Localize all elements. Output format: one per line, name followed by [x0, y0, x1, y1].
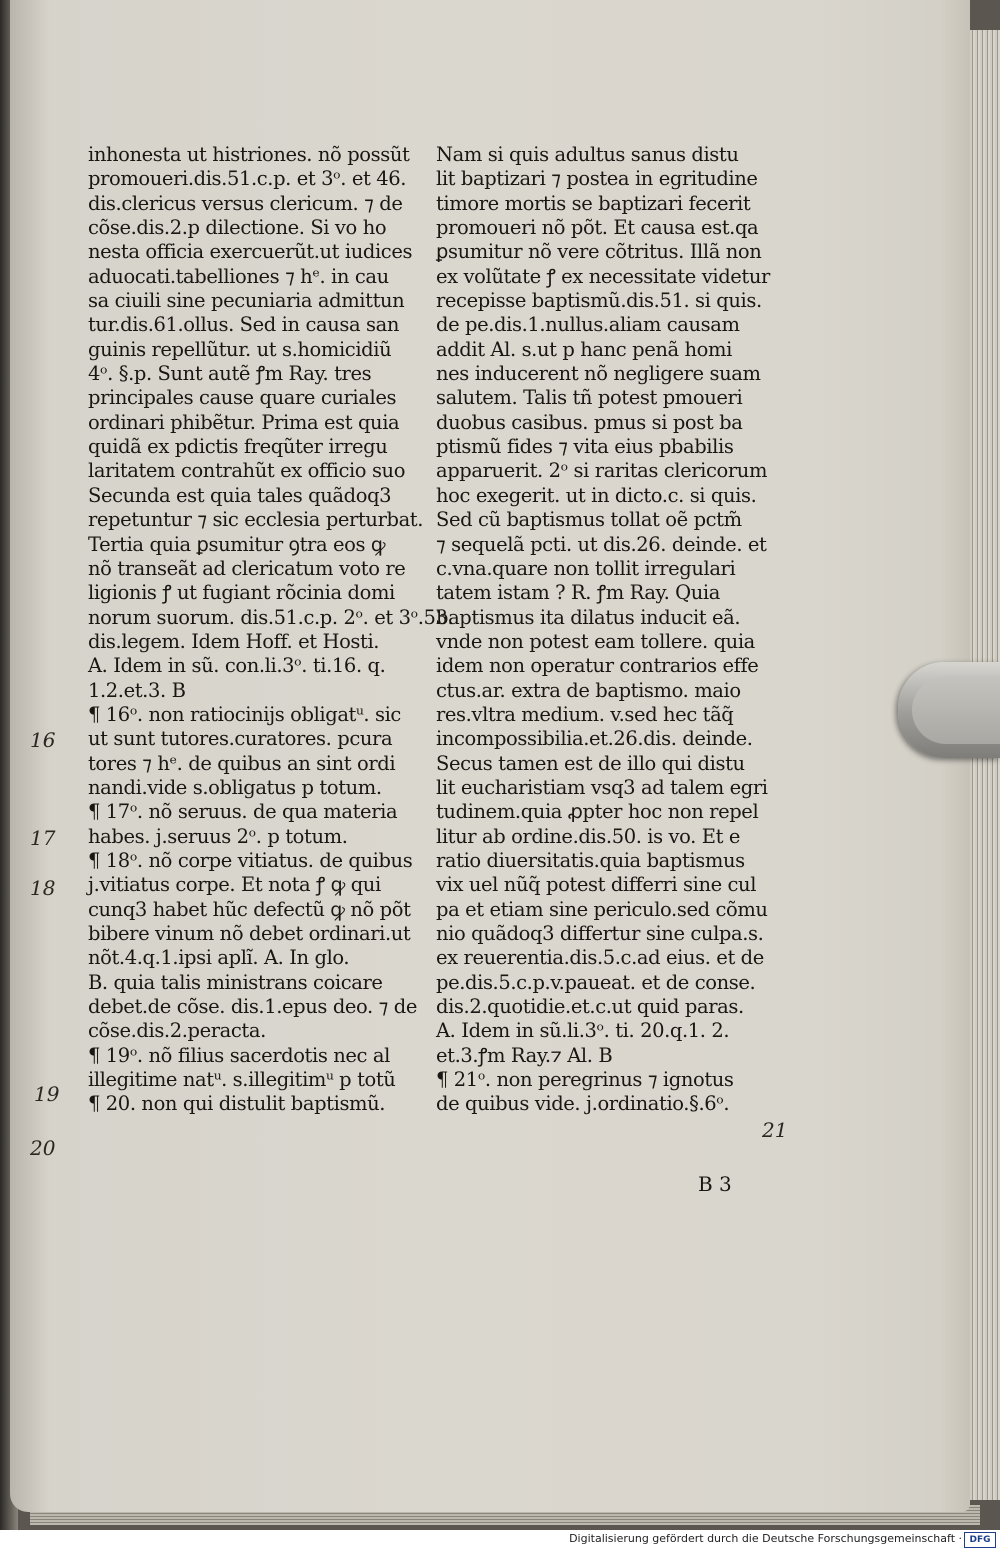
text-line: guinis repellũtur. ut s.homicidiũ	[88, 337, 392, 361]
text-line: ¶ 16ᵒ. non ratiocinijs obligatᵘ. sic	[88, 702, 401, 726]
text-line: dis.clericus versus clericum. ⁊ de	[88, 191, 403, 215]
text-line: quidã ex pdictis freqũter irregu	[88, 435, 388, 459]
text-line: tatem istam ? R. ꝭm Ray. Quia	[436, 581, 720, 605]
text-line: 1.2.et.3. B	[88, 678, 186, 702]
text-line: ordinari phibẽtur. Prima est quia	[88, 410, 400, 434]
text-line: litur ab ordine.dis.50. is vo. Et e	[436, 824, 740, 848]
margin-note-20: 20	[30, 1136, 56, 1160]
footer-bar	[0, 1530, 1000, 1548]
signature-mark: B 3	[698, 1172, 732, 1196]
text-line: cõse.dis.2.peracta.	[88, 1019, 266, 1043]
text-line: tores ⁊ hᵉ. de quibus an sint ordi	[88, 751, 396, 775]
text-line: repetuntur ⁊ sic ecclesia perturbat.	[88, 508, 424, 532]
text-line: principales cause quare curiales	[88, 386, 397, 410]
text-line: ut sunt tutores.curatores. pcura	[88, 727, 393, 751]
funding-notice: Digitalisierung gefördert durch die Deutsche Forschungsgemeinschaft ·	[569, 1532, 962, 1545]
metal-page-clamp	[898, 662, 1000, 758]
text-line: de quibus vide. j.ordinatio.§.6ᵒ.	[436, 1092, 730, 1116]
text-line: lit baptizari ⁊ postea in egritudine	[436, 167, 758, 191]
text-line: ⁊ sequelã pcti. ut dis.26. deinde. et	[436, 532, 767, 556]
text-line: ligionis ꝭ ut fugiant rõcinia domi	[88, 581, 395, 605]
margin-note-17: 17	[30, 826, 56, 850]
text-line: recepisse baptismũ.dis.51. si quis.	[436, 289, 762, 313]
text-line: Secunda est quia tales quãdoq3	[88, 483, 392, 507]
text-line: 4ᵒ. §.p. Sunt autẽ ꝭm Ray. tres	[88, 362, 372, 386]
dfg-logo: DFG	[964, 1532, 996, 1548]
text-line: ptismũ fides ⁊ vita eius pbabilis	[436, 435, 734, 459]
text-line: nesta officia exercuerũt.ut iudices	[88, 240, 413, 264]
text-line: j.vitiatus corpe. Et nota ꝭ ꝙ qui	[88, 873, 381, 897]
text-line: baptismus ita dilatus inducit eã.	[436, 605, 741, 629]
text-line: bibere vinum nõ debet ordinari.ut	[88, 922, 411, 945]
text-line: promoueri nõ põt. Et causa est.qa	[436, 216, 759, 240]
text-line: A. Idem in sũ. con.li.3ᵒ. ti.16. q.	[88, 654, 386, 678]
text-line: dis.2.quotidie.et.c.ut quid paras.	[436, 995, 744, 1019]
text-line: tudinem.quia ꝓpter hoc non repel	[436, 800, 759, 824]
text-line: cunq3 habet hũc defectũ ꝙ nõ põt	[88, 897, 411, 921]
text-line: et.3.ꝭm Ray.⁊ Al. B	[436, 1043, 613, 1067]
text-line: incompossibilia.et.26.dis. deinde.	[436, 727, 753, 751]
margin-note-16: 16	[30, 728, 56, 752]
text-line: duobus casibus. pmus si post ba	[436, 410, 743, 434]
text-line: illegitime natᵘ. s.illegitimᵘ p totũ	[88, 1068, 396, 1092]
text-line: laritatem contrahũt ex officio suo	[88, 459, 406, 483]
text-line: pe.dis.5.c.p.v.paueat. et de conse.	[436, 970, 756, 994]
text-line: sa ciuili sine pecuniaria admittun	[88, 289, 405, 313]
text-line: Tertia quia ꝑsumitur ꝯtra eos ꝙ	[88, 532, 386, 556]
text-line: ratio diuersitatis.quia baptismus	[436, 848, 745, 872]
text-line: c.vna.quare non tollit irregulari	[436, 556, 736, 580]
book-page	[10, 0, 970, 1512]
margin-note-19: 19	[34, 1082, 60, 1106]
text-line: apparuerit. 2ᵒ si raritas clericorum	[436, 459, 768, 483]
text-line: de pe.dis.1.nullus.aliam causam	[436, 313, 740, 337]
left-text-column	[88, 143, 454, 1117]
right-text-column	[436, 143, 768, 1117]
text-line: nio quãdoq3 differtur sine culpa.s.	[436, 922, 764, 945]
text-line: nõt.4.q.1.ipsi aplĩ. A. In glo.	[88, 946, 350, 970]
text-line: Secus tamen est de illo qui distu	[436, 751, 745, 775]
text-line: Nam si quis adultus sanus distu	[436, 143, 739, 166]
text-line: timore mortis se baptizari fecerit	[436, 191, 751, 215]
text-line: tur.dis.61.ollus. Sed in causa san	[88, 313, 399, 337]
margin-note-18: 18	[30, 876, 56, 900]
text-line: ex volũtate ꝭ ex necessitate videtur	[436, 264, 770, 288]
text-line: addit Al. s.ut p hanc penã homi	[436, 337, 732, 361]
text-line: nõ transeãt ad clericatum voto re	[88, 556, 406, 580]
text-line: nandi.vide s.obligatus p totum.	[88, 775, 382, 799]
text-line: pa et etiam sine periculo.sed cõmu	[436, 897, 768, 921]
text-line: ¶ 18ᵒ. nõ corpe vitiatus. de quibus	[88, 848, 413, 872]
text-line: habes. j.seruus 2ᵒ. p totum.	[88, 824, 348, 848]
text-line: vix uel nũq̃ potest differri sine cul	[436, 873, 757, 897]
text-line: ex reuerentia.dis.5.c.ad eius. et de	[436, 946, 764, 970]
text-line: lit eucharistiam vsq3 ad talem egri	[436, 775, 768, 799]
text-line: B. quia talis ministrans coicare	[88, 970, 383, 994]
text-line: salutem. Talis tñ potest pmoueri	[436, 386, 743, 410]
text-line: debet.de cõse. dis.1.epus deo. ⁊ de	[88, 995, 417, 1019]
margin-note-21: 21	[762, 1118, 788, 1142]
text-line: inhonesta ut histriones. nõ possũt	[88, 143, 410, 166]
text-line: ¶ 21ᵒ. non peregrinus ⁊ ignotus	[436, 1068, 734, 1092]
clamp-inner	[912, 676, 1000, 744]
text-line: ctus.ar. extra de baptismo. maio	[436, 678, 741, 702]
text-line: promoueri.dis.51.c.p. et 3ᵒ. et 46.	[88, 167, 407, 191]
text-line: norum suorum. dis.51.c.p. 2ᵒ. et 3ᵒ.53.	[88, 605, 454, 629]
text-line: idem non operatur contrarios effe	[436, 654, 759, 678]
text-line: nes inducerent nõ negligere suam	[436, 362, 761, 386]
text-line: vnde non potest eam tollere. quia	[436, 629, 755, 653]
text-line: res.vltra medium. v.sed hec tãq̃	[436, 702, 734, 726]
text-line: ¶ 17ᵒ. nõ seruus. de qua materia	[88, 800, 398, 824]
text-line: dis.legem. Idem Hoff. et Hosti.	[88, 629, 380, 653]
text-line: aduocati.tabelliones ⁊ hᵉ. in cau	[88, 264, 389, 288]
text-line: hoc exegerit. ut in dicto.c. si quis.	[436, 483, 757, 507]
text-line: Sed cũ baptismus tollat oẽ pctm̃	[436, 508, 742, 532]
text-line: ¶ 19ᵒ. nõ filius sacerdotis nec al	[88, 1043, 390, 1067]
text-line: ¶ 20. non qui distulit baptismũ.	[88, 1092, 386, 1116]
text-line: ꝑsumitur nõ vere cõtritus. Illã non	[436, 240, 762, 264]
text-line: cõse.dis.2.p dilectione. Si vo ho	[88, 216, 387, 240]
text-line: A. Idem in sũ.li.3ᵒ. ti. 20.q.1. 2.	[436, 1019, 730, 1043]
